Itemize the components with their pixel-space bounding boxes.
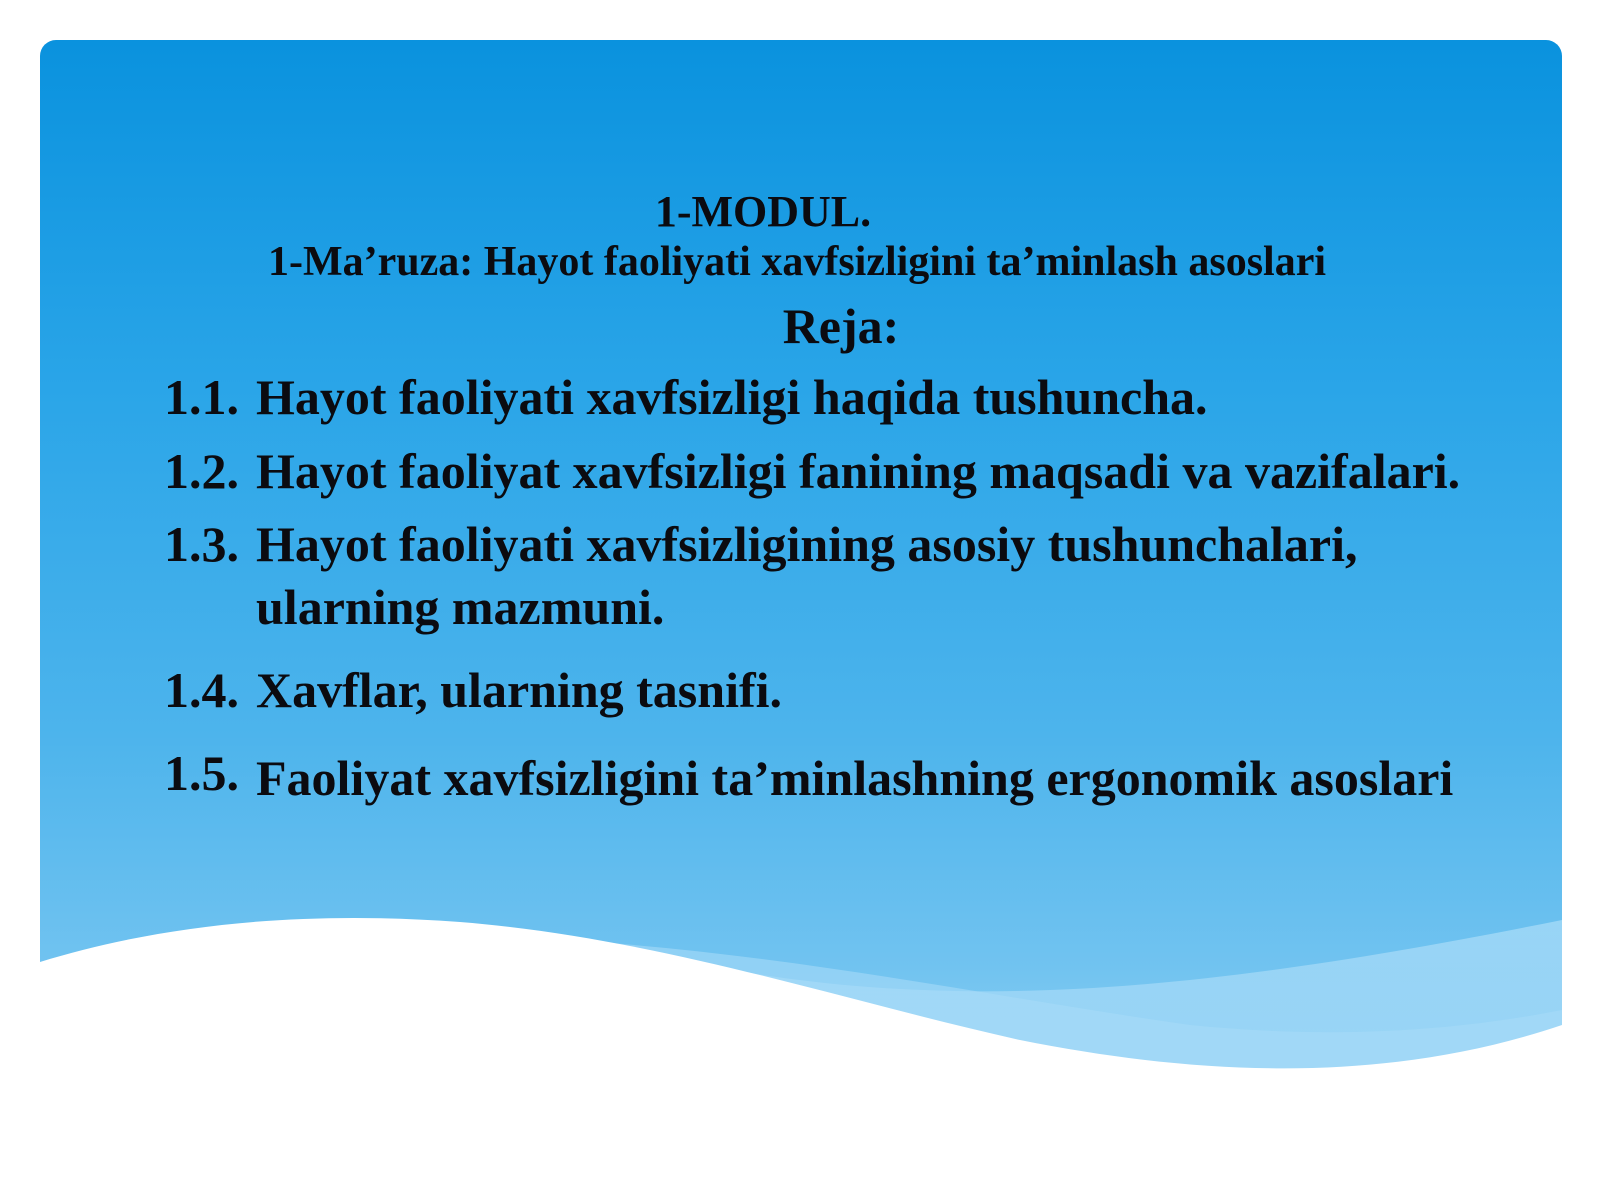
plan-heading-text: Reja: <box>782 298 900 354</box>
plan-item-text: Hayot faoliyati xavfsizligi haqida tushuncha. <box>256 369 1208 425</box>
plan-item-number: 1.4. <box>164 662 239 718</box>
module-title-text: 1-MODUL. <box>654 187 872 236</box>
plan-item <box>164 659 1524 722</box>
plan-item <box>164 366 1524 429</box>
plan-item-number: 1.1. <box>164 369 239 425</box>
plan-item <box>164 513 1524 639</box>
plan-item-number: 1.5. <box>164 745 239 801</box>
plan-item-number: 1.3. <box>164 516 239 572</box>
plan-item-text: Xavflar, ularning tasnifi. <box>256 662 783 718</box>
plan-item <box>164 742 1524 815</box>
plan-item <box>164 440 1524 503</box>
lecture-title <box>40 236 1562 288</box>
plan-list <box>164 366 1524 815</box>
plan-item-text: Faoliyat xavfsizligini ta’minlashning ergonomik asoslari <box>256 750 1454 806</box>
plan-item-text: Hayot faoliyati xavfsizligining asosiy tushunchalari, ularning mazmuni. <box>256 516 1358 635</box>
lecture-title-text: 1-Ma’ruza: Hayot faoliyati xavfsizligini ta’minlash asoslari <box>267 239 1327 285</box>
plan-item-number: 1.2. <box>164 443 239 499</box>
plan-heading <box>40 296 1562 356</box>
plan-item-text: Hayot faoliyat xavfsizligi fanining maqsadi va vazifalari. <box>256 443 1461 499</box>
slide <box>40 40 1562 1200</box>
slide-content <box>40 40 1562 1200</box>
module-title <box>40 186 1562 238</box>
